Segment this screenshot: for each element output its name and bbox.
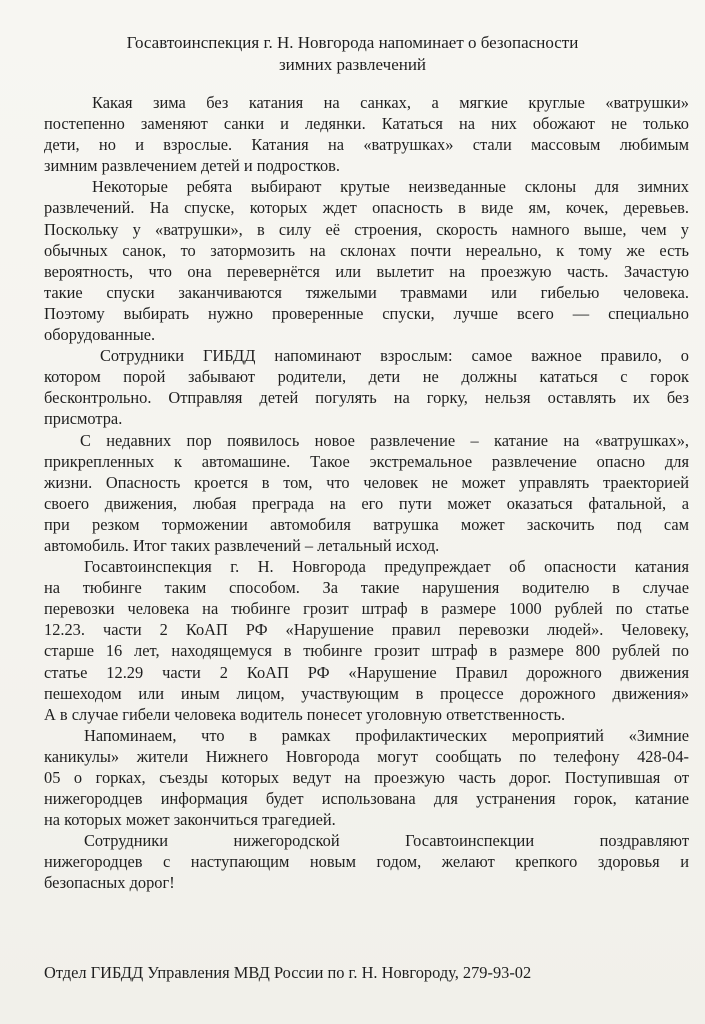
paragraph-1 [44, 92, 689, 176]
text-line: жизни. Опасность кроется в том, что человек не может управлять траекторией [44, 472, 689, 492]
paragraph-6 [44, 725, 689, 830]
text-line: постепенно заменяют санки и ледянки. Кататься на них обожают не только [44, 114, 689, 134]
text-line: Поэтому выбирать нужно проверенные спуски, лучше всего — специально [44, 303, 689, 323]
document-title [0, 32, 705, 76]
text-line: статье 12.29 части 2 КоАП РФ «Нарушение Правил дорожного движения [44, 662, 689, 682]
text-line: присмотра. [44, 409, 123, 429]
text-line: нижегородцев информация будет использована для устранения горок, катание [44, 789, 689, 809]
text-line: оборудованные. [44, 325, 156, 345]
text-line: на которых может закончиться трагедией. [44, 810, 336, 830]
paragraph-7 [44, 830, 689, 893]
text-line: нижегородцев с наступающим новым годом, желают крепкого здоровья и [44, 852, 689, 872]
title-line-2: зимних развлечений [278, 55, 427, 74]
text-line: на тюбинге таким способом. За такие нарушения водителю в случае [44, 578, 689, 598]
text-line: Поскольку у «ватрушки», в силу её строения, скорость намного выше, чем у [44, 219, 689, 239]
text-line: такие спуски заканчиваются тяжелыми травмами или гибелью человека. [44, 282, 689, 302]
text-line: вероятность, что она перевернётся или вылетит на проезжую часть. Зачастую [44, 261, 689, 281]
paragraph-2 [44, 176, 689, 345]
paragraph-5 [44, 556, 689, 725]
text-line: каникулы» жители Нижнего Новгорода могут сообщать по телефону 428-04- [44, 746, 689, 766]
text-line: зимним развлечением детей и подростков. [44, 156, 340, 176]
text-line: бесконтрольно. Отправляя детей погулять на горку, нельзя оставлять их без [44, 388, 689, 408]
text-line: Госавтоинспекция г. Н. Новгорода предупреждает об опасности катания [84, 557, 689, 577]
text-line: Какая зима без катания на санках, а мягкие круглые «ватрушки» [92, 93, 689, 112]
paragraph-4 [44, 430, 689, 557]
text-line: Некоторые ребята выбирают крутые неизведанные склоны для зимних [92, 177, 689, 197]
text-line: автомобиль. Итог таких развлечений – летальный исход. [44, 535, 440, 555]
text-line: 05 о горках, съезды которых ведут на проезжую часть дорог. Поступившая от [44, 768, 689, 787]
text-line: Сотрудники нижегородской Госавтоинспекции поздравляют [84, 831, 689, 851]
text-line: своего движения, любая преграда на его пути может оказаться фатальной, а [44, 493, 689, 513]
text-line: развлечений. На спуске, которых ждет опасность в виде ям, кочек, деревьев. [44, 198, 689, 218]
text-line: перевозки человека на тюбинге грозит штраф в размере 1000 рублей по статье [44, 599, 689, 619]
text-line: обычных санок, то затормозить на склонах почти нереально, к тому же есть [44, 240, 689, 260]
text-line: при резком торможении автомобиля ватрушка может заскочить под сам [44, 514, 689, 534]
text-line: Напоминаем, что в рамках профилактических мероприятий «Зимние [84, 725, 689, 745]
paragraph-3 [44, 345, 689, 429]
text-line: Сотрудники ГИБДД напоминают взрослым: самое важное правило, о [100, 346, 689, 366]
title-line-1: Госавтоинспекция г. Н. Новгорода напоминает о безопасности [126, 33, 579, 52]
document-body [44, 92, 689, 894]
text-line: котором порой забывают родители, дети не должны кататься с горок [44, 367, 689, 387]
text-line: 12.23. части 2 КоАП РФ «Нарушение правил перевозки людей». Человеку, [44, 620, 689, 640]
signature-line: Отдел ГИБДД Управления МВД России по г. Н. Новгороду, 279-93-02 [44, 963, 532, 982]
text-line: прикрепленных к автомашине. Такое экстремальное развлечение опасно для [44, 451, 689, 471]
text-line: пешеходом или иным лицом, участвующим в процессе дорожного движения» [44, 683, 689, 703]
text-line: старше 16 лет, находящемуся в тюбинге грозит штраф в размере 800 рублей по [44, 641, 689, 661]
text-line: безопасных дорог! [44, 873, 175, 893]
text-line: А в случае гибели человека водитель понесет уголовную ответственность. [44, 704, 566, 724]
text-line: дети, но и взрослые. Катания на «ватрушках» стали массовым любимым [44, 135, 689, 155]
text-line: С недавних пор появилось новое развлечение – катание на «ватрушках», [80, 430, 689, 450]
